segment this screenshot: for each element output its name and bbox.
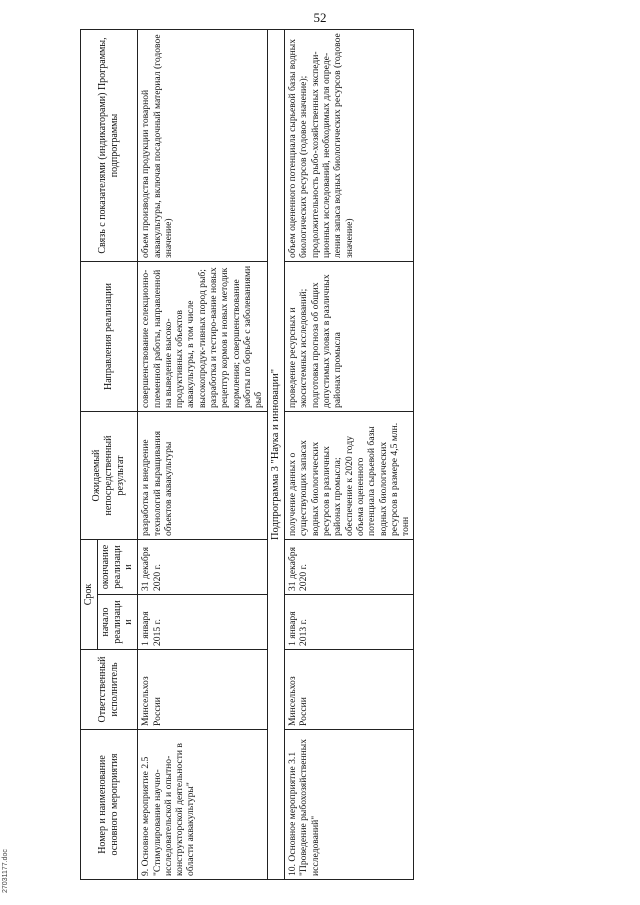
header-term: Срок (81, 540, 98, 650)
page-number: 52 (313, 10, 327, 25)
row-directions: проведение ресурсных и экосистемных исследований; подготовка прогноза об общих допустимых уловах в различных районах промысла (285, 262, 414, 412)
row-start: 1 января 2015 г. (138, 595, 267, 650)
program-activities-table (80, 29, 414, 880)
row-end: 31 декабря 2020 г. (138, 540, 267, 595)
row-number-name: 9. Основное мероприятие 2.5 "Стимулирование научно-исследовательской и опытно-конструкторской деятельности в области аквакультуры" (138, 730, 267, 880)
row-link: объем оцененного потенциала сырьевой базы водных биологических ресурсов (годовое значение); продолжительность рыбо-хозяйственных экспеди-ционных исследований, необходимых для опреде-ления запаса водных биологических ресурсов (годовое значение) (285, 30, 414, 262)
header-link: Связь с показателями (индикаторами) Программы, подпрограммы (81, 30, 138, 262)
row-link: объем производства продукции товарной аквакультуры, включая посадочный материал (годовое значение) (138, 30, 267, 262)
row-executor: Минсельхоз России (138, 650, 267, 730)
row-result: получение данных о существующих запасах водных биологических ресурсов в различных районах промысла; обеспечение к 2020 году объема оцененного потенциала сырьевой базы водных биологических ресурсов в размере 4,5 млн. тонн (285, 412, 414, 540)
row-start: 1 января 2013 г. (285, 595, 414, 650)
header-start: начало реализации (97, 595, 137, 650)
header-number-name: Номер и наименование основного мероприятия (81, 730, 138, 880)
header-end: окончание реализации (97, 540, 137, 595)
header-executor: Ответственный исполнитель (81, 650, 138, 730)
row-executor: Минсельхоз России (285, 650, 414, 730)
rotated-table-frame (80, 30, 600, 880)
table-row (285, 30, 414, 880)
header-result: Ожидаемый непосредственный результат (81, 412, 138, 540)
row-end: 31 декабря 2020 г. (285, 540, 414, 595)
row-directions: совершенствование селекционно-племенной работы, направленной на выведение высоко-продуктивных объектов аквакультуры, в том числе высокопродук-тивных пород рыб; разработка и тестиро-вание новых рецептур кормов и новых методик кормления; совершенствование работы по борьбе с заболеваниями рыб (138, 262, 267, 412)
header-row-1 (81, 30, 98, 880)
row-number-name: 10. Основное мероприятие 3.1 "Проведение рыбохозяйственных исследований" (285, 730, 414, 880)
subprogram-title: Подпрограмма 3 "Наука и инновации" (267, 30, 284, 880)
subprogram-row (267, 30, 284, 880)
document-id: 27031177.doc (2, 849, 9, 893)
header-directions: Направления реализации (81, 262, 138, 412)
table-row (138, 30, 267, 880)
row-result: разработка и внедрение технологий выращивания объектов аквакультуры (138, 412, 267, 540)
